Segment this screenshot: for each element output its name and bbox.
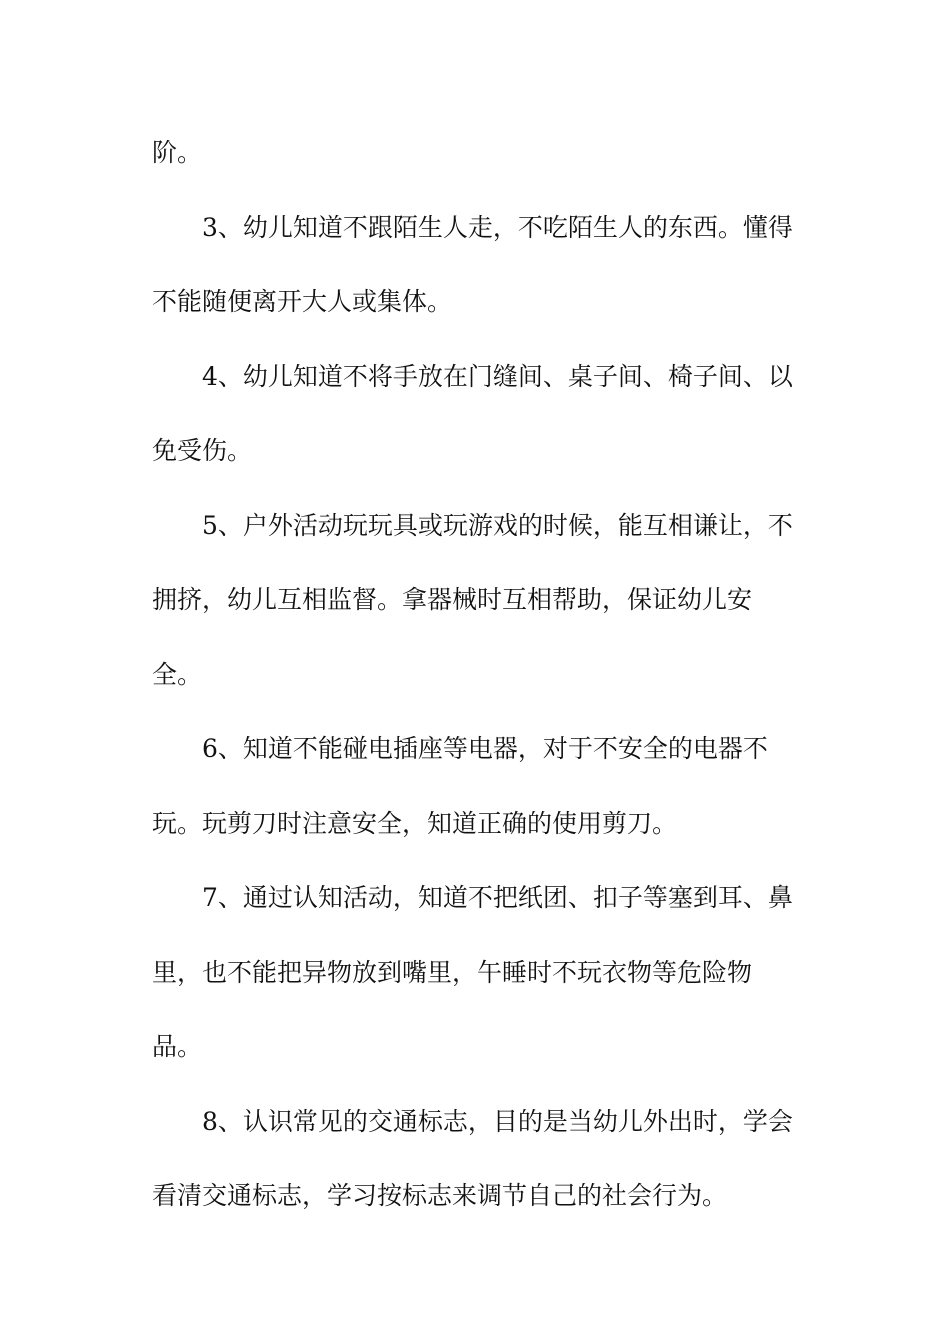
text-line: 5、户外活动玩玩具或玩游戏的时候，能互相谦让，不 <box>202 510 793 540</box>
text-line: 3、幼儿知道不跟陌生人走，不吃陌生人的东西。懂得 <box>202 212 793 242</box>
text-line: 不能随便离开大人或集体。 <box>152 287 453 316</box>
document-body <box>152 124 804 1242</box>
text-line: 全。 <box>152 659 203 689</box>
text-line: 拥挤，幼儿互相监督。拿器械时互相帮助，保证幼儿安 <box>152 585 753 614</box>
text-line: 6、知道不能碰电插座等电器，对于不安全的电器不 <box>202 734 768 763</box>
text-line: 看清交通标志，学习按标志来调节自己的社会行为。 <box>152 1181 728 1210</box>
text-line: 免受伤。 <box>152 436 253 465</box>
text-line: 玩。玩剪刀时注意安全，知道正确的使用剪刀。 <box>152 808 678 838</box>
text-line: 4、幼儿知道不将手放在门缝间、桌子间、椅子间、以 <box>202 361 793 391</box>
text-line: 8、认识常见的交通标志，目的是当幼儿外出时，学会 <box>202 1106 793 1136</box>
text-line: 7、通过认知活动，知道不把纸团、扣子等塞到耳、鼻 <box>202 883 793 912</box>
text-line: 品。 <box>152 1032 203 1061</box>
text-line: 阶。 <box>152 138 203 167</box>
text-line: 里，也不能把异物放到嘴里，午睡时不玩衣物等危险物 <box>152 957 753 987</box>
